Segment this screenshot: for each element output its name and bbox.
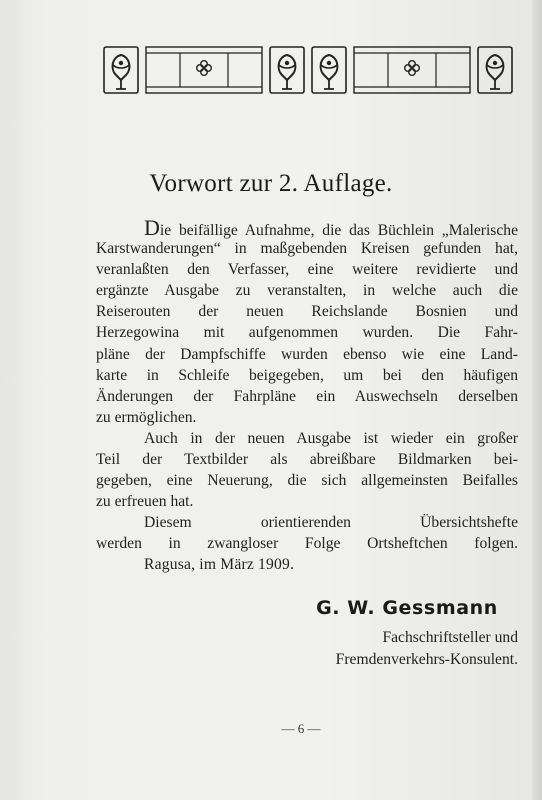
tulip-ornament-icon — [478, 47, 512, 93]
body-line: Die beifällige Aufnahme, die das Büchlein „Malerische — [144, 215, 518, 240]
flower-icon — [197, 61, 212, 76]
flower-icon — [405, 61, 420, 76]
body-line: Herzegowina mit aufgenommen wurden. Die Fahr- — [96, 324, 518, 342]
tulip-ornament-icon — [104, 47, 138, 93]
body-line: werden in zwangloser Folge Ortsheftchen folgen. — [96, 535, 518, 553]
body-line: Reiserouten der neuen Reichslande Bosnien und — [96, 303, 518, 321]
body-line: Auch in der neuen Ausgabe ist wieder ein großer — [144, 429, 518, 447]
body-line: Diesem orientierenden Übersichtshefte — [144, 514, 518, 532]
body-line: Teil der Textbilder als abreißbare Bildmarken bei- — [96, 451, 518, 469]
body-line: karte in Schleife beigegeben, um bei den häufigen — [96, 366, 518, 384]
body-line: veranlaßten den Verfasser, eine weitere revidierte und — [96, 261, 518, 279]
preface-body — [96, 217, 518, 555]
body-line: pläne der Dampfschiffe wurden ebenso wie eine Land- — [96, 345, 518, 363]
tulip-ornament-icon — [312, 47, 346, 93]
page-number: — 6 — — [281, 721, 321, 736]
author-name: G. W. Gessmann — [316, 597, 498, 619]
tulip-ornament-icon — [270, 47, 304, 93]
body-line: gegeben, eine Neuerung, die sich allgemeinsten Beifalles — [96, 472, 518, 490]
body-line: zu erfreuen hat. — [96, 493, 194, 511]
body-line: zu ermöglichen. — [96, 408, 197, 426]
place-and-date: Ragusa, im März 1909. — [144, 556, 295, 573]
author-title-line1: Fachschriftsteller und — [382, 629, 518, 646]
flower-panel-ornament — [354, 47, 470, 93]
ornament-band-graphic — [100, 43, 518, 97]
page-title: Vorwort zur 2. Auflage. — [149, 170, 393, 197]
body-line: Karstwanderungen“ in maßgebenden Kreisen gefunden hat, — [96, 240, 518, 258]
author-title-line2: Fremdenverkehrs-Konsulent. — [335, 651, 518, 668]
flower-panel-ornament — [146, 47, 262, 93]
body-line: ergänzte Ausgabe zu veranstalten, in welche auch die — [96, 282, 518, 300]
header-ornament — [100, 43, 518, 97]
body-line: Änderungen der Fahrpläne ein Auswechseln derselben — [96, 387, 518, 405]
page-edge-shadow — [532, 0, 542, 800]
